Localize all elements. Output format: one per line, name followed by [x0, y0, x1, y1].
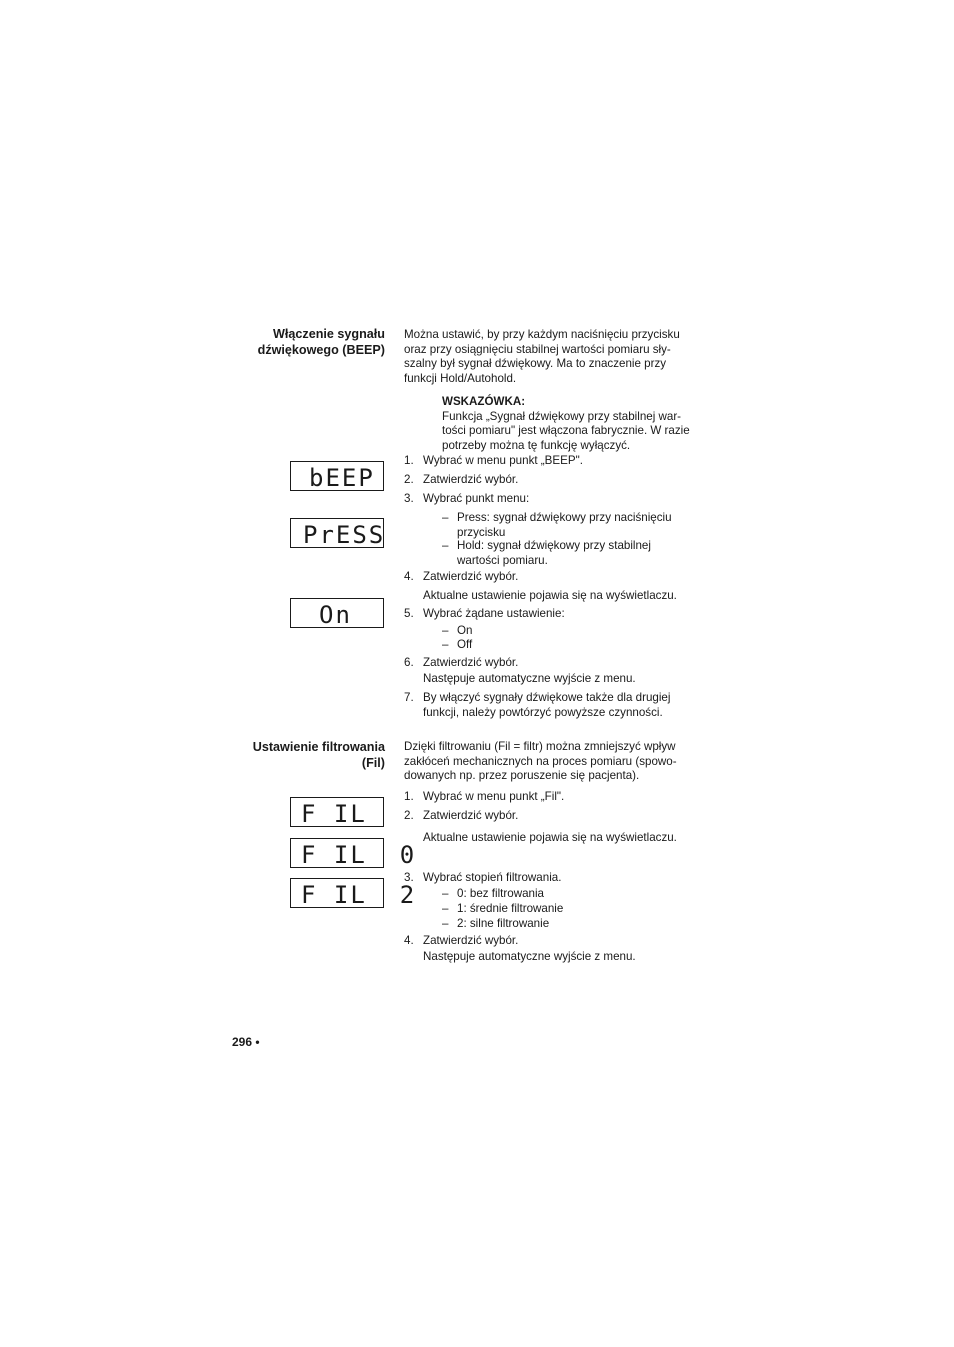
section-heading-beep: Włączenie sygnału dźwiękowego (BEEP): [257, 327, 385, 357]
svg-text:PrESS: PrESS: [303, 521, 386, 549]
svg-text:F IL 2: F IL 2: [301, 881, 417, 909]
fil-intro-paragraph: Dzięki filtrowaniu (Fil = filtr) można zmniejszyć wpływ zakłóceń mechanicznych na proces pomiaru (spowo- dowanych np. przez poruszenie się pacjenta).: [404, 740, 677, 783]
beep-note: WSKAZÓWKA: Funkcja „Sygnał dźwiękowy przy stabilnej war- tości pomiaru" jest włączona fabrycznie. W razie potrzeby można tę funkcję wyłączyć.: [442, 395, 702, 453]
page-number: 296 •: [232, 1035, 260, 1049]
lcd-display-beep: [290, 461, 384, 491]
beep-intro-paragraph: Można ustawić, by przy każdym naciśnięciu przycisku oraz przy osiągnięciu stabilnej wartości pomiaru sły- szalny był sygnał dźwiękowy. Ma to znaczenie przy funkcji Hold/Autohold.: [404, 328, 680, 385]
note-title: WSKAZÓWKA:: [442, 395, 526, 408]
step-note: Aktualne ustawienie pojawia się na wyświetlaczu.: [423, 831, 677, 844]
step-note: Aktualne ustawienie pojawia się na wyświetlaczu.: [423, 589, 677, 602]
lcd-display-fil-0: [290, 838, 417, 869]
svg-text:bEEP: bEEP: [309, 464, 375, 492]
step-note: Następuje automatyczne wyjście z menu.: [423, 950, 636, 963]
svg-text:F IL 0: F IL 0: [301, 841, 417, 869]
lcd-display-fil: [290, 797, 384, 827]
lcd-display-press: [290, 518, 384, 548]
lcd-display-on: [290, 598, 384, 628]
step-note: Następuje automatyczne wyjście z menu.: [423, 672, 636, 685]
svg-text:On: On: [319, 601, 352, 629]
lcd-display-fil-2: [290, 878, 417, 909]
svg-text:F IL: F IL: [301, 800, 367, 828]
section-heading-fil: Ustawienie filtrowania (Fil): [252, 740, 385, 770]
